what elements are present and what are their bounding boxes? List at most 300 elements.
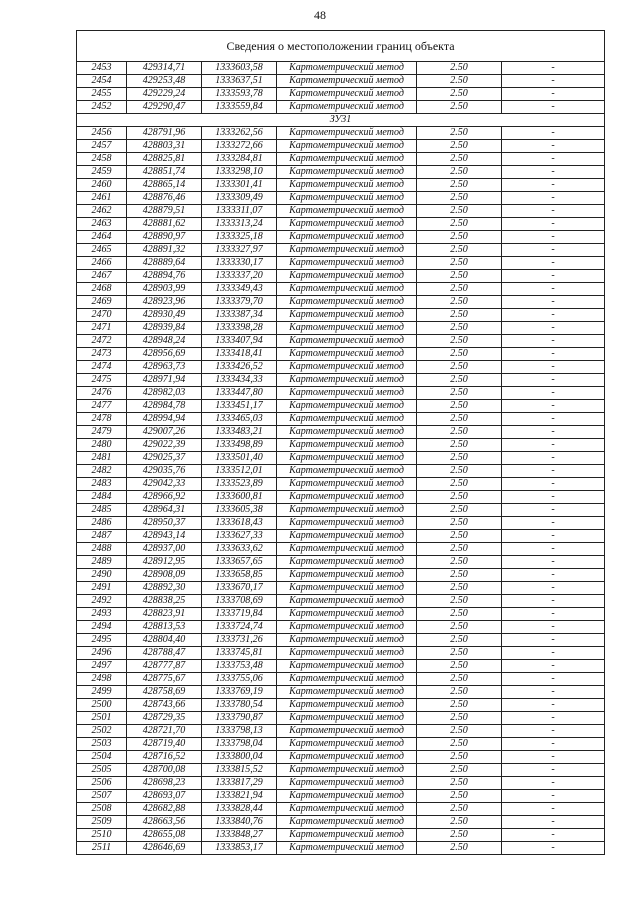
precision-cell: 2.50: [417, 296, 502, 309]
point-number-cell: 2484: [77, 491, 127, 504]
point-number-cell: 2481: [77, 452, 127, 465]
coordinate-x-cell: 428876,46: [127, 192, 202, 205]
point-number-cell: 2455: [77, 88, 127, 101]
coordinate-y-cell: 1333790,87: [202, 712, 277, 725]
point-number-cell: 2488: [77, 543, 127, 556]
coordinate-x-cell: 428889,64: [127, 257, 202, 270]
table-row: [77, 595, 605, 608]
coordinate-x-cell: 428966,92: [127, 491, 202, 504]
coordinate-x-cell: 428908,09: [127, 569, 202, 582]
precision-cell: 2.50: [417, 75, 502, 88]
coordinate-y-cell: 1333330,17: [202, 257, 277, 270]
table-row: [77, 725, 605, 738]
description-cell: -: [502, 608, 605, 621]
description-cell: -: [502, 491, 605, 504]
method-cell: Картометрический метод: [277, 738, 417, 751]
description-cell: -: [502, 738, 605, 751]
description-cell: -: [502, 530, 605, 543]
description-cell: -: [502, 244, 605, 257]
point-number-cell: 2492: [77, 595, 127, 608]
coordinate-y-cell: 1333451,17: [202, 400, 277, 413]
method-cell: Картометрический метод: [277, 387, 417, 400]
coordinate-y-cell: 1333731,26: [202, 634, 277, 647]
method-cell: Картометрический метод: [277, 530, 417, 543]
point-number-cell: 2462: [77, 205, 127, 218]
coordinate-x-cell: 428903,99: [127, 283, 202, 296]
precision-cell: 2.50: [417, 686, 502, 699]
point-number-cell: 2493: [77, 608, 127, 621]
point-number-cell: 2456: [77, 127, 127, 140]
table-row: [77, 335, 605, 348]
coordinate-y-cell: 1333848,27: [202, 829, 277, 842]
method-cell: Картометрический метод: [277, 673, 417, 686]
coordinate-y-cell: 1333301,41: [202, 179, 277, 192]
point-number-cell: 2452: [77, 101, 127, 114]
description-cell: -: [502, 62, 605, 75]
coordinate-x-cell: 429290,47: [127, 101, 202, 114]
coordinate-y-cell: 1333465,03: [202, 413, 277, 426]
point-number-cell: 2490: [77, 569, 127, 582]
description-cell: -: [502, 595, 605, 608]
description-cell: -: [502, 309, 605, 322]
coordinate-y-cell: 1333498,89: [202, 439, 277, 452]
method-cell: Картометрический метод: [277, 803, 417, 816]
coordinate-x-cell: 428721,70: [127, 725, 202, 738]
description-cell: -: [502, 647, 605, 660]
coordinate-y-cell: 1333434,33: [202, 374, 277, 387]
method-cell: Картометрический метод: [277, 296, 417, 309]
method-cell: Картометрический метод: [277, 725, 417, 738]
method-cell: Картометрический метод: [277, 75, 417, 88]
coordinate-x-cell: 428719,40: [127, 738, 202, 751]
point-number-cell: 2501: [77, 712, 127, 725]
coordinate-x-cell: 428964,31: [127, 504, 202, 517]
point-number-cell: 2497: [77, 660, 127, 673]
method-cell: Картометрический метод: [277, 582, 417, 595]
precision-cell: 2.50: [417, 478, 502, 491]
precision-cell: 2.50: [417, 387, 502, 400]
coordinate-y-cell: 1333512,01: [202, 465, 277, 478]
coordinate-x-cell: 428890,97: [127, 231, 202, 244]
point-number-cell: 2465: [77, 244, 127, 257]
point-number-cell: 2486: [77, 517, 127, 530]
precision-cell: 2.50: [417, 465, 502, 478]
coordinate-x-cell: 429022,39: [127, 439, 202, 452]
precision-cell: 2.50: [417, 595, 502, 608]
precision-cell: 2.50: [417, 582, 502, 595]
table-row: [77, 257, 605, 270]
coordinate-x-cell: 429035,76: [127, 465, 202, 478]
coordinate-x-cell: 428825,81: [127, 153, 202, 166]
method-cell: Картометрический метод: [277, 374, 417, 387]
description-cell: -: [502, 296, 605, 309]
table-row: [77, 101, 605, 114]
coordinate-y-cell: 1333559,84: [202, 101, 277, 114]
method-cell: Картометрический метод: [277, 348, 417, 361]
method-cell: Картометрический метод: [277, 491, 417, 504]
point-number-cell: 2485: [77, 504, 127, 517]
table-row: [77, 790, 605, 803]
coordinate-y-cell: 1333313,24: [202, 218, 277, 231]
point-number-cell: 2491: [77, 582, 127, 595]
coordinate-y-cell: 1333853,17: [202, 842, 277, 855]
description-cell: -: [502, 634, 605, 647]
method-cell: Картометрический метод: [277, 127, 417, 140]
precision-cell: 2.50: [417, 361, 502, 374]
coordinate-x-cell: 428788,47: [127, 647, 202, 660]
point-number-cell: 2498: [77, 673, 127, 686]
coordinate-y-cell: 1333272,66: [202, 140, 277, 153]
method-cell: Картометрический метод: [277, 88, 417, 101]
precision-cell: 2.50: [417, 829, 502, 842]
precision-cell: 2.50: [417, 335, 502, 348]
precision-cell: 2.50: [417, 556, 502, 569]
method-cell: Картометрический метод: [277, 686, 417, 699]
description-cell: -: [502, 231, 605, 244]
table-row: [77, 504, 605, 517]
point-number-cell: 2463: [77, 218, 127, 231]
description-cell: -: [502, 842, 605, 855]
coordinate-y-cell: 1333398,28: [202, 322, 277, 335]
precision-cell: 2.50: [417, 413, 502, 426]
coordinate-y-cell: 1333798,04: [202, 738, 277, 751]
method-cell: Картометрический метод: [277, 777, 417, 790]
table-row: [77, 803, 605, 816]
coordinate-y-cell: 1333387,34: [202, 309, 277, 322]
table-row: [77, 699, 605, 712]
description-cell: -: [502, 166, 605, 179]
coordinate-x-cell: 428892,30: [127, 582, 202, 595]
coordinate-x-cell: 429314,71: [127, 62, 202, 75]
table-row: [77, 712, 605, 725]
point-number-cell: 2479: [77, 426, 127, 439]
coordinate-y-cell: 1333753,48: [202, 660, 277, 673]
description-cell: -: [502, 543, 605, 556]
coordinate-y-cell: 1333309,49: [202, 192, 277, 205]
coordinate-y-cell: 1333603,58: [202, 62, 277, 75]
description-cell: -: [502, 270, 605, 283]
precision-cell: 2.50: [417, 88, 502, 101]
coordinate-x-cell: 428912,95: [127, 556, 202, 569]
method-cell: Картометрический метод: [277, 205, 417, 218]
method-cell: Картометрический метод: [277, 842, 417, 855]
precision-cell: 2.50: [417, 426, 502, 439]
description-cell: -: [502, 257, 605, 270]
table-row: [77, 751, 605, 764]
coordinate-y-cell: 1333657,65: [202, 556, 277, 569]
coordinate-x-cell: 428803,31: [127, 140, 202, 153]
coordinate-x-cell: 429025,37: [127, 452, 202, 465]
coordinate-y-cell: 1333633,62: [202, 543, 277, 556]
coordinate-x-cell: 428948,24: [127, 335, 202, 348]
precision-cell: 2.50: [417, 647, 502, 660]
coordinate-x-cell: 428963,73: [127, 361, 202, 374]
coordinate-y-cell: 1333828,44: [202, 803, 277, 816]
table-row: [77, 270, 605, 283]
table-row: [77, 777, 605, 790]
point-number-cell: 2480: [77, 439, 127, 452]
section-row: [77, 114, 605, 127]
coordinate-y-cell: 1333724,74: [202, 621, 277, 634]
point-number-cell: 2459: [77, 166, 127, 179]
description-cell: -: [502, 777, 605, 790]
coordinate-y-cell: 1333593,78: [202, 88, 277, 101]
boundary-coordinates-table: [76, 30, 605, 855]
coordinate-x-cell: 428939,84: [127, 322, 202, 335]
table-row: [77, 634, 605, 647]
precision-cell: 2.50: [417, 543, 502, 556]
coordinate-x-cell: 428716,52: [127, 751, 202, 764]
description-cell: -: [502, 699, 605, 712]
table-row: [77, 361, 605, 374]
table-row: [77, 439, 605, 452]
description-cell: -: [502, 439, 605, 452]
method-cell: Картометрический метод: [277, 426, 417, 439]
description-cell: -: [502, 621, 605, 634]
coordinate-y-cell: 1333447,80: [202, 387, 277, 400]
method-cell: Картометрический метод: [277, 257, 417, 270]
table-row: [77, 608, 605, 621]
table-row: [77, 322, 605, 335]
precision-cell: 2.50: [417, 608, 502, 621]
table-row: [77, 166, 605, 179]
table-row: [77, 62, 605, 75]
coordinate-x-cell: 428891,32: [127, 244, 202, 257]
table-row: [77, 179, 605, 192]
table-row: [77, 517, 605, 530]
coordinate-y-cell: 1333755,06: [202, 673, 277, 686]
coordinate-x-cell: 428982,03: [127, 387, 202, 400]
method-cell: Картометрический метод: [277, 283, 417, 296]
coordinate-y-cell: 1333501,40: [202, 452, 277, 465]
coordinate-x-cell: 428894,76: [127, 270, 202, 283]
method-cell: Картометрический метод: [277, 621, 417, 634]
method-cell: Картометрический метод: [277, 751, 417, 764]
point-number-cell: 2474: [77, 361, 127, 374]
coordinate-x-cell: 428994,94: [127, 413, 202, 426]
point-number-cell: 2510: [77, 829, 127, 842]
precision-cell: 2.50: [417, 699, 502, 712]
table-row: [77, 387, 605, 400]
description-cell: -: [502, 673, 605, 686]
coordinate-x-cell: 428930,49: [127, 309, 202, 322]
point-number-cell: 2468: [77, 283, 127, 296]
coordinate-x-cell: 428813,53: [127, 621, 202, 634]
method-cell: Картометрический метод: [277, 829, 417, 842]
coordinate-x-cell: 428682,88: [127, 803, 202, 816]
method-cell: Картометрический метод: [277, 153, 417, 166]
point-number-cell: 2504: [77, 751, 127, 764]
table-row: [77, 309, 605, 322]
description-cell: -: [502, 153, 605, 166]
point-number-cell: 2511: [77, 842, 127, 855]
coordinate-y-cell: 1333618,43: [202, 517, 277, 530]
method-cell: Картометрический метод: [277, 660, 417, 673]
table-row: [77, 465, 605, 478]
table-row: [77, 88, 605, 101]
table-row: [77, 582, 605, 595]
coordinate-x-cell: 428943,14: [127, 530, 202, 543]
table-row: [77, 400, 605, 413]
coordinate-y-cell: 1333262,56: [202, 127, 277, 140]
description-cell: -: [502, 88, 605, 101]
coordinate-x-cell: 428956,69: [127, 348, 202, 361]
precision-cell: 2.50: [417, 751, 502, 764]
point-number-cell: 2477: [77, 400, 127, 413]
coordinate-x-cell: 428879,51: [127, 205, 202, 218]
coordinate-x-cell: 429229,24: [127, 88, 202, 101]
method-cell: Картометрический метод: [277, 62, 417, 75]
precision-cell: 2.50: [417, 491, 502, 504]
method-cell: Картометрический метод: [277, 231, 417, 244]
table-row: [77, 673, 605, 686]
table-row: [77, 491, 605, 504]
precision-cell: 2.50: [417, 231, 502, 244]
point-number-cell: 2503: [77, 738, 127, 751]
method-cell: Картометрический метод: [277, 218, 417, 231]
point-number-cell: 2502: [77, 725, 127, 738]
table-row: [77, 127, 605, 140]
precision-cell: 2.50: [417, 400, 502, 413]
method-cell: Картометрический метод: [277, 309, 417, 322]
precision-cell: 2.50: [417, 439, 502, 452]
precision-cell: 2.50: [417, 660, 502, 673]
description-cell: -: [502, 569, 605, 582]
point-number-cell: 2469: [77, 296, 127, 309]
description-cell: -: [502, 218, 605, 231]
description-cell: -: [502, 75, 605, 88]
precision-cell: 2.50: [417, 309, 502, 322]
precision-cell: 2.50: [417, 140, 502, 153]
method-cell: Картометрический метод: [277, 140, 417, 153]
precision-cell: 2.50: [417, 803, 502, 816]
table-row: [77, 556, 605, 569]
point-number-cell: 2458: [77, 153, 127, 166]
precision-cell: 2.50: [417, 738, 502, 751]
precision-cell: 2.50: [417, 257, 502, 270]
point-number-cell: 2489: [77, 556, 127, 569]
coordinate-x-cell: 429253,48: [127, 75, 202, 88]
coordinate-x-cell: 428758,69: [127, 686, 202, 699]
method-cell: Картометрический метод: [277, 764, 417, 777]
description-cell: -: [502, 816, 605, 829]
table-row: [77, 75, 605, 88]
coordinate-y-cell: 1333600,81: [202, 491, 277, 504]
precision-cell: 2.50: [417, 374, 502, 387]
table-row: [77, 205, 605, 218]
table-row: [77, 686, 605, 699]
precision-cell: 2.50: [417, 842, 502, 855]
point-number-cell: 2467: [77, 270, 127, 283]
coordinate-x-cell: 428663,56: [127, 816, 202, 829]
description-cell: -: [502, 387, 605, 400]
coordinate-x-cell: 428823,91: [127, 608, 202, 621]
precision-cell: 2.50: [417, 192, 502, 205]
point-number-cell: 2473: [77, 348, 127, 361]
table-title-row: [77, 31, 605, 62]
coordinate-x-cell: 428937,00: [127, 543, 202, 556]
precision-cell: 2.50: [417, 153, 502, 166]
point-number-cell: 2508: [77, 803, 127, 816]
point-number-cell: 2496: [77, 647, 127, 660]
table-row: [77, 738, 605, 751]
precision-cell: 2.50: [417, 634, 502, 647]
coordinate-y-cell: 1333523,89: [202, 478, 277, 491]
coordinate-y-cell: 1333349,43: [202, 283, 277, 296]
coordinate-y-cell: 1333483,21: [202, 426, 277, 439]
coordinate-y-cell: 1333708,69: [202, 595, 277, 608]
coordinate-x-cell: 428865,14: [127, 179, 202, 192]
point-number-cell: 2470: [77, 309, 127, 322]
coordinate-y-cell: 1333658,85: [202, 569, 277, 582]
point-number-cell: 2505: [77, 764, 127, 777]
description-cell: -: [502, 582, 605, 595]
table-row: [77, 764, 605, 777]
description-cell: -: [502, 751, 605, 764]
table-row: [77, 829, 605, 842]
table-row: [77, 140, 605, 153]
method-cell: Картометрический метод: [277, 166, 417, 179]
description-cell: -: [502, 426, 605, 439]
coordinate-x-cell: 428698,23: [127, 777, 202, 790]
point-number-cell: 2509: [77, 816, 127, 829]
precision-cell: 2.50: [417, 452, 502, 465]
coordinate-y-cell: 1333817,29: [202, 777, 277, 790]
coordinate-y-cell: 1333637,51: [202, 75, 277, 88]
precision-cell: 2.50: [417, 322, 502, 335]
method-cell: Картометрический метод: [277, 452, 417, 465]
coordinate-y-cell: 1333327,97: [202, 244, 277, 257]
description-cell: -: [502, 465, 605, 478]
point-number-cell: 2500: [77, 699, 127, 712]
precision-cell: 2.50: [417, 101, 502, 114]
description-cell: -: [502, 205, 605, 218]
precision-cell: 2.50: [417, 270, 502, 283]
method-cell: Картометрический метод: [277, 478, 417, 491]
method-cell: Картометрический метод: [277, 543, 417, 556]
point-number-cell: 2460: [77, 179, 127, 192]
precision-cell: 2.50: [417, 764, 502, 777]
description-cell: -: [502, 504, 605, 517]
coordinate-x-cell: 428923,96: [127, 296, 202, 309]
description-cell: -: [502, 712, 605, 725]
point-number-cell: 2494: [77, 621, 127, 634]
coordinate-y-cell: 1333311,07: [202, 205, 277, 218]
point-number-cell: 2495: [77, 634, 127, 647]
table-row: [77, 621, 605, 634]
precision-cell: 2.50: [417, 127, 502, 140]
description-cell: -: [502, 660, 605, 673]
point-number-cell: 2457: [77, 140, 127, 153]
coordinate-y-cell: 1333780,54: [202, 699, 277, 712]
point-number-cell: 2482: [77, 465, 127, 478]
description-cell: -: [502, 725, 605, 738]
section-label: ЗУ31: [77, 114, 605, 127]
precision-cell: 2.50: [417, 517, 502, 530]
coordinate-y-cell: 1333605,38: [202, 504, 277, 517]
table-row: [77, 543, 605, 556]
method-cell: Картометрический метод: [277, 595, 417, 608]
method-cell: Картометрический метод: [277, 647, 417, 660]
table-row: [77, 660, 605, 673]
description-cell: -: [502, 764, 605, 777]
precision-cell: 2.50: [417, 166, 502, 179]
point-number-cell: 2466: [77, 257, 127, 270]
method-cell: Картометрический метод: [277, 465, 417, 478]
description-cell: -: [502, 127, 605, 140]
coordinate-y-cell: 1333840,76: [202, 816, 277, 829]
method-cell: Картометрический метод: [277, 816, 417, 829]
